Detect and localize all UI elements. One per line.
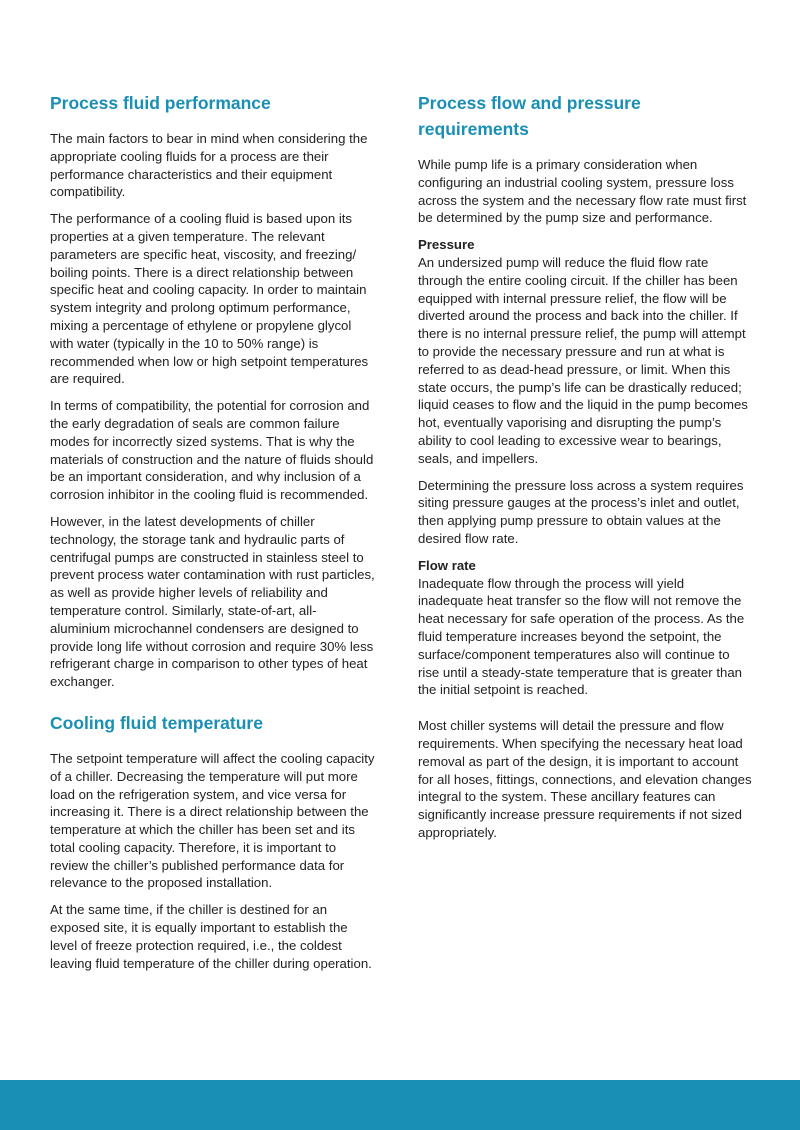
left-column [50, 90, 375, 981]
section-heading-cooling-fluid-temperature: Cooling fluid temperature [50, 712, 263, 733]
subheading-flow-rate: Flow rate [418, 557, 476, 573]
paragraph: The main factors to bear in mind when considering the appropriate cooling fluids for a process are their performance characteristics and their equipment compatibility. [50, 131, 368, 200]
subheading-pressure: Pressure [418, 237, 475, 253]
section-heading-process-flow-pressure: Process flow and pressure requirements [418, 93, 641, 139]
paragraph: The performance of a cooling fluid is based upon its properties at a given temperature. The relevant parameters are specific heat, viscosity, and freezing/ boiling points. There is a direct relationship between specific heat and cooling capacity. In order to maintain system integrity and prolong optimum performance, mixing a percentage of ethylene or propylene glycol with water (typically in the 10 to 50% range) is recommended when low or high setpoint temperatures are required. [50, 211, 369, 387]
footer-bar [0, 1080, 800, 1130]
paragraph: The setpoint temperature will affect the cooling capacity of a chiller. Decreasing the temperature will put more load on the refrigeration system, and vice versa for increasing it. There is a direct relationship between the temperature at which the chiller has been set and its total cooling capacity. Therefore, it is important to review the chiller’s published performance data for relevance to the proposed installation. [50, 750, 375, 891]
right-column [418, 90, 753, 851]
paragraph: At the same time, if the chiller is destined for an exposed site, it is equally important to establish the level of freeze protection required, i.e., the coldest leaving fluid temperature of the chiller during operation. [50, 902, 372, 971]
paragraph: While pump life is a primary consideration when configuring an industrial cooling system, pressure loss across the system and the necessary flow rate must first be determined by the pump size and performance. [418, 157, 747, 226]
paragraph: An undersized pump will reduce the fluid flow rate through the entire cooling circuit. If the chiller has been equipped with internal pressure relief, the flow will be diverted around the process and back into the chiller. If there is no internal pressure relief, the pump will attempt to provide the necessary pressure and run at what is referred to as dead-head pressure, or limit. When this state occurs, the pump’s life can be drastically reduced; liquid ceases to flow and the liquid in the pump becomes hot, eventually vaporising and disrupting the pump’s ability to cool leading to excessive wear to bearings, seals, and impellers. [418, 254, 748, 466]
paragraph: However, in the latest developments of chiller technology, the storage tank and hydraulic parts of centrifugal pumps are constructed in stainless steel to prevent process water contamination with rust particles, as well as provide higher levels of reliability and temperature control. Similarly, state-of-art, all-aluminium microchannel condensers are designed to provide long life without corrosion and require 30% less refrigerant charge in comparison to other types of heat exchanger. [50, 513, 375, 690]
paragraph: Most chiller systems will detail the pressure and flow requirements. When specifying the necessary heat load removal as part of the design, it is important to account for all hoses, fittings, connections, and elevation changes integral to the system. These ancillary features can significantly increase pressure requirements if not sized appropriately. [418, 718, 752, 840]
section-heading-process-fluid-performance: Process fluid performance [50, 93, 271, 113]
paragraph: Determining the pressure loss across a system requires siting pressure gauges at the process’s inlet and outlet, then applying pump pressure to obtain values at the desired flow rate. [418, 477, 744, 546]
paragraph: Inadequate flow through the process will yield inadequate heat transfer so the flow will not remove the heat necessary for safe operation of the process. As the fluid temperature increases beyond the setpoint, the surface/component temperatures also will continue to rise until a steady-state temperature that is greater than the initial setpoint is reached. [418, 575, 745, 698]
paragraph: In terms of compatibility, the potential for corrosion and the early degradation of seals are common failure modes for incorrectly sized systems. That is why the materials of construction and the nature of fluids should be an important consideration, and why inclusion of a corrosion inhibitor in the cooling fluid is recommended. [50, 398, 374, 503]
